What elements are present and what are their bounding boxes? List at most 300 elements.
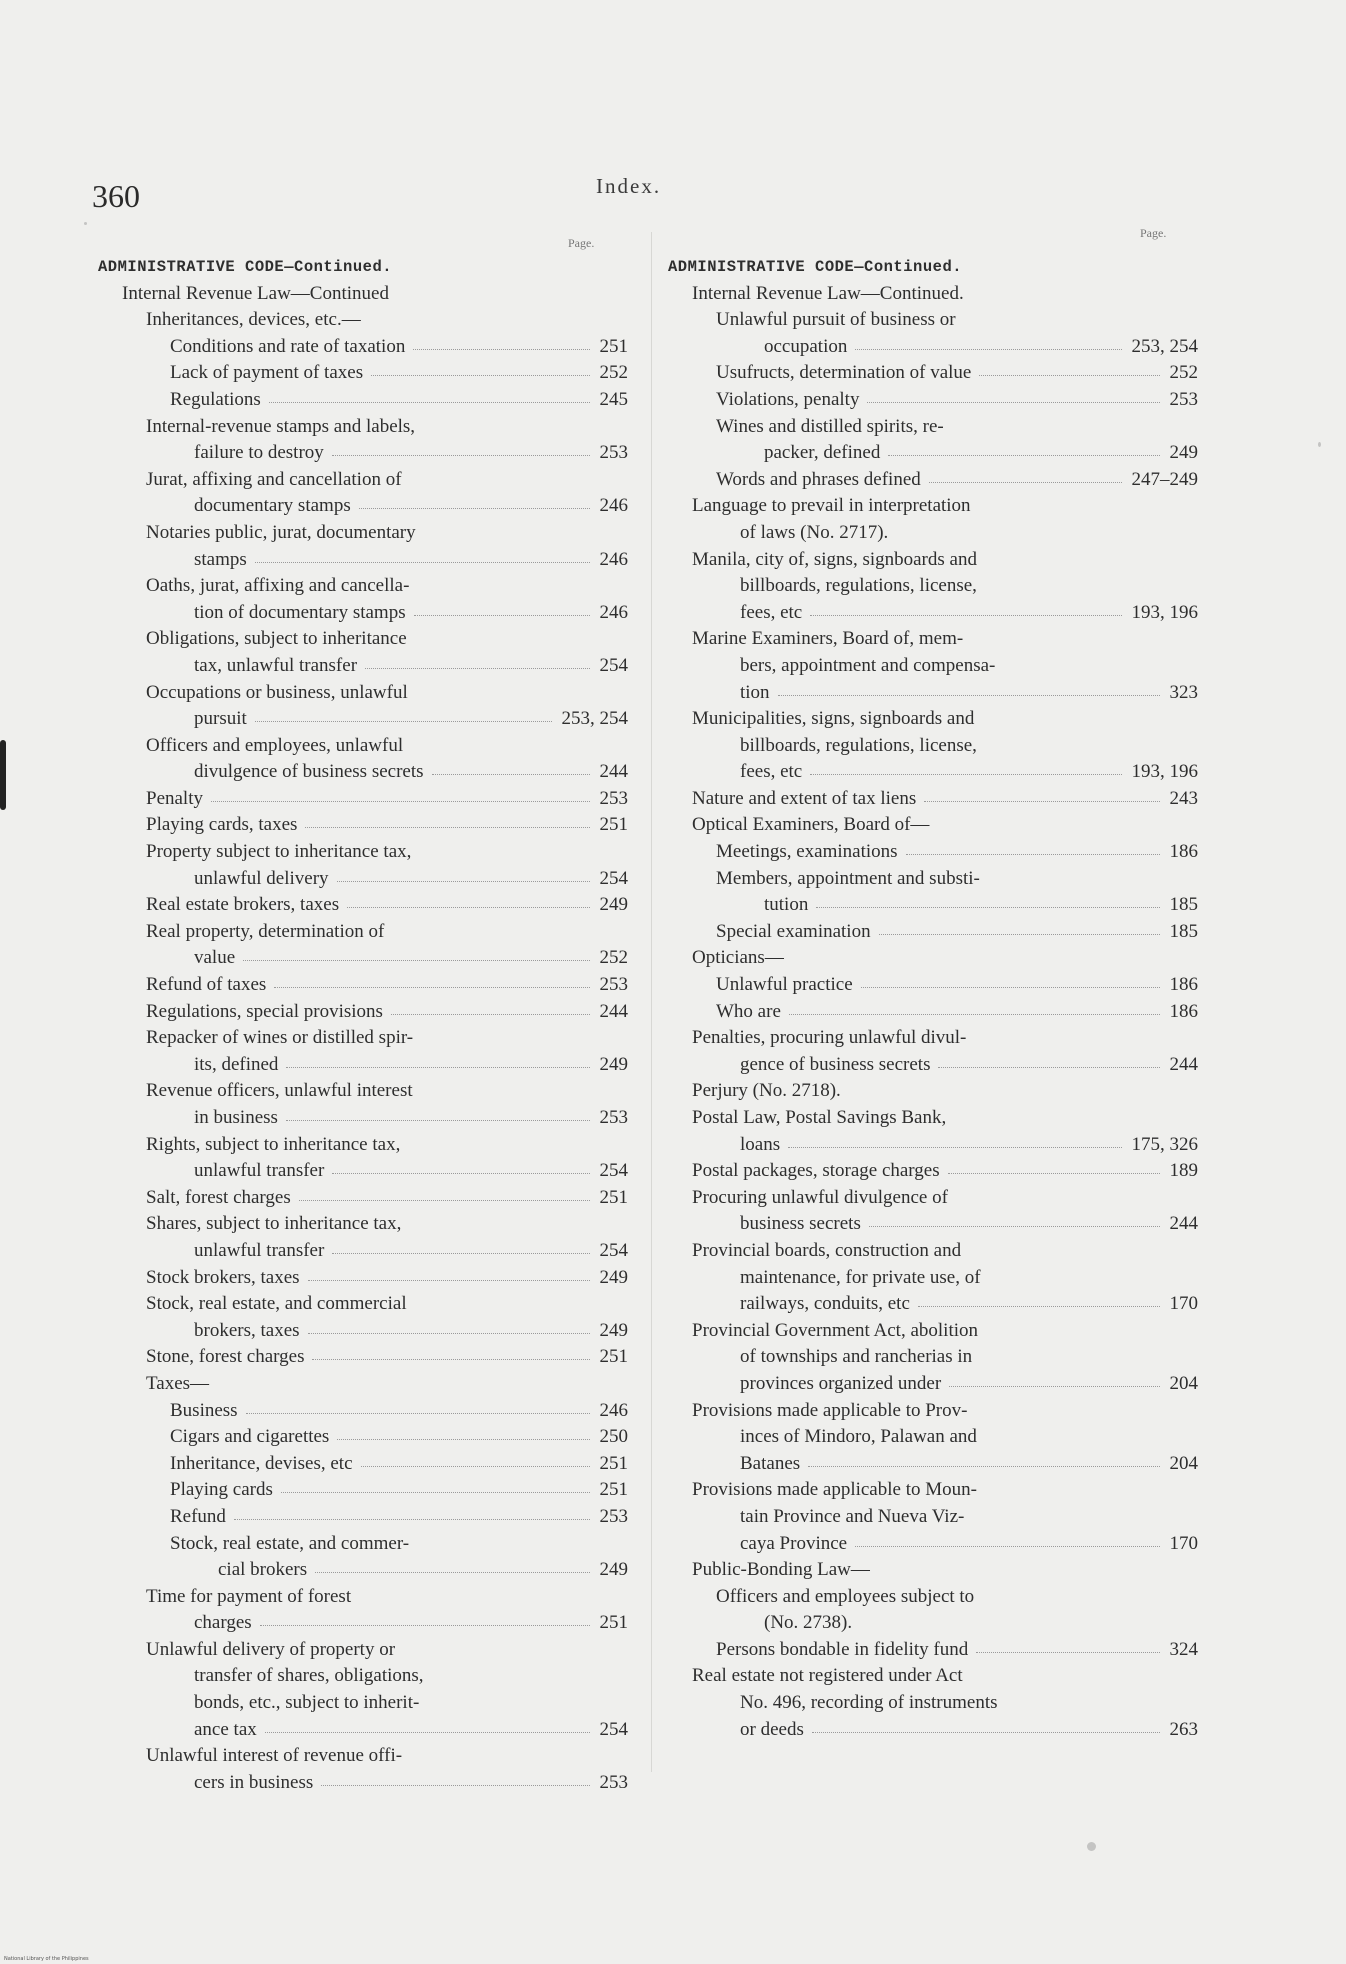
index-entry-page: 249 — [599, 894, 628, 916]
index-entry — [668, 892, 1198, 919]
page-number: 360 — [92, 178, 140, 214]
index-entry — [98, 334, 628, 361]
index-entry-text: Internal Revenue Law—Continued. — [692, 282, 964, 304]
index-entry — [668, 1238, 1198, 1265]
index-entry-text: Jurat, affixing and cancellation of — [146, 468, 402, 490]
index-entry-text: tain Province and Nueva Viz- — [740, 1505, 965, 1527]
index-entry-page: 186 — [1169, 841, 1198, 863]
index-entry-page: 247–249 — [1131, 468, 1198, 490]
index-entry — [668, 626, 1198, 653]
index-entry — [668, 1105, 1198, 1132]
index-entry — [98, 520, 628, 547]
index-entry — [668, 999, 1198, 1026]
index-entry-text: unlawful transfer — [194, 1239, 325, 1261]
index-entry-text: inces of Mindoro, Palawan and — [740, 1426, 977, 1448]
index-entry-page: 246 — [599, 548, 628, 570]
index-entry — [668, 387, 1198, 414]
dot-leader — [234, 1519, 590, 1520]
index-entry-text: Stock, real estate, and commer- — [170, 1532, 410, 1554]
index-entry — [98, 1291, 628, 1318]
index-entry-page: 186 — [1169, 974, 1198, 996]
index-entry — [98, 1398, 628, 1425]
index-entry — [98, 1717, 628, 1744]
index-entry-text: Penalties, procuring unlawful divul- — [692, 1027, 967, 1049]
index-entry — [98, 1238, 628, 1265]
index-entry-text: provinces organized under — [740, 1372, 942, 1394]
index-entry — [668, 812, 1198, 839]
index-entry — [98, 1052, 628, 1079]
index-entry-page: 170 — [1169, 1532, 1198, 1554]
index-entry-text: Provisions made applicable to Moun- — [692, 1479, 977, 1501]
index-entry-text: Manila, city of, signs, signboards and — [692, 548, 977, 570]
index-entry — [668, 1531, 1198, 1558]
index-entry-page: 189 — [1169, 1160, 1198, 1182]
index-entry — [668, 1344, 1198, 1371]
index-entry — [98, 839, 628, 866]
index-entry-text: Municipalities, signs, signboards and — [692, 708, 975, 730]
index-entry — [668, 1398, 1198, 1425]
index-entry-text: railways, conduits, etc — [740, 1293, 910, 1315]
index-entry-page: 251 — [599, 814, 628, 836]
index-entry — [668, 1025, 1198, 1052]
index-entry — [668, 360, 1198, 387]
index-entry-page: 185 — [1169, 894, 1198, 916]
index-entry-page: 324 — [1169, 1638, 1198, 1660]
index-entry-text: Cigars and cigarettes — [170, 1426, 330, 1448]
index-entry — [98, 600, 628, 627]
index-entry-page: 254 — [599, 654, 628, 676]
index-entry-page: 254 — [599, 1718, 628, 1740]
index-entry — [98, 360, 628, 387]
index-entry-text: Lack of payment of taxes — [170, 362, 364, 384]
index-entry-text: Revenue officers, unlawful interest — [146, 1080, 413, 1102]
index-entry — [668, 1637, 1198, 1664]
index-entry-page: 193, 196 — [1131, 601, 1198, 623]
index-entry-text: bonds, etc., subject to inherit- — [194, 1692, 420, 1714]
index-entry-text: Words and phrases defined — [716, 468, 921, 490]
scan-edge-mark — [0, 740, 6, 810]
index-entry-text: ance tax — [194, 1718, 257, 1740]
index-entry — [98, 706, 628, 733]
index-entry-page: 253 — [1169, 388, 1198, 410]
index-entry — [98, 1451, 628, 1478]
index-entry-text: Provisions made applicable to Prov- — [692, 1399, 968, 1421]
index-entry — [98, 919, 628, 946]
index-entry — [98, 307, 628, 334]
index-entry — [98, 1504, 628, 1531]
index-entry-text: Penalty — [146, 787, 203, 809]
index-entry-text: divulgence of business secrets — [194, 761, 424, 783]
index-entry-page: 253 — [599, 1771, 628, 1793]
index-entry — [98, 254, 628, 281]
index-entry-text: Marine Examiners, Board of, mem- — [692, 628, 964, 650]
index-entry-text: caya Province — [740, 1532, 848, 1554]
index-entry-text: Unlawful pursuit of business or — [716, 309, 956, 331]
scan-speck — [1087, 1842, 1096, 1851]
index-entry-text: Language to prevail in interpretation — [692, 495, 971, 517]
index-entry — [98, 493, 628, 520]
index-entry-text: Real estate brokers, taxes — [146, 894, 340, 916]
index-entry-text: value — [194, 947, 236, 969]
index-entry — [98, 1770, 628, 1797]
index-entry-text: Officers and employees subject to — [716, 1585, 975, 1607]
index-entry-page: 253 — [599, 442, 628, 464]
index-entry — [98, 626, 628, 653]
index-entry — [668, 1504, 1198, 1531]
dot-leader — [810, 774, 1122, 775]
index-entry-page: 249 — [599, 1319, 628, 1341]
index-entry — [668, 1185, 1198, 1212]
index-entry — [668, 1690, 1198, 1717]
index-entry-text: packer, defined — [764, 442, 881, 464]
index-entry — [98, 733, 628, 760]
index-entry — [668, 1663, 1198, 1690]
index-entry-page: 253, 254 — [1131, 335, 1198, 357]
index-entry-text: Salt, forest charges — [146, 1186, 291, 1208]
index-entry-text: or deeds — [740, 1718, 804, 1740]
index-entry — [668, 281, 1198, 308]
index-entry-text: documentary stamps — [194, 495, 351, 517]
index-entry — [668, 1610, 1198, 1637]
index-entry — [98, 1690, 628, 1717]
index-entry-text: Members, appointment and substi- — [716, 867, 980, 889]
index-entry-text: Refund — [170, 1505, 226, 1527]
index-entry — [668, 680, 1198, 707]
index-entry-text: unlawful transfer — [194, 1160, 325, 1182]
index-entry — [98, 1477, 628, 1504]
index-entry-page: 185 — [1169, 920, 1198, 942]
index-entry-text: Stone, forest charges — [146, 1346, 305, 1368]
index-entry-page: 252 — [1169, 362, 1198, 384]
index-entry — [668, 573, 1198, 600]
index-entry-text: Stock, real estate, and commercial — [146, 1293, 407, 1315]
index-entry — [668, 1291, 1198, 1318]
index-entry-text: Real estate not registered under Act — [692, 1665, 963, 1687]
index-entry-page: 244 — [599, 761, 628, 783]
index-entry — [668, 1717, 1198, 1744]
index-entry — [668, 600, 1198, 627]
index-entry-text: No. 496, recording of instruments — [740, 1692, 998, 1714]
index-entry-page: 254 — [599, 1160, 628, 1182]
index-entry-text: Regulations, special provisions — [146, 1000, 383, 1022]
index-entry — [98, 680, 628, 707]
dot-leader — [810, 615, 1122, 616]
dot-leader — [788, 1147, 1122, 1148]
index-entry-text: Opticians— — [692, 947, 784, 969]
index-entry — [98, 1318, 628, 1345]
index-entry-text: brokers, taxes — [194, 1319, 300, 1341]
index-entry — [668, 1318, 1198, 1345]
index-entry-text: Occupations or business, unlawful — [146, 681, 408, 703]
index-entry-page: 250 — [599, 1426, 628, 1448]
index-entry — [668, 759, 1198, 786]
index-entry-text: Meetings, examinations — [716, 841, 898, 863]
dot-leader — [211, 801, 590, 802]
index-entry-page: 253 — [599, 787, 628, 809]
index-entry-text: Inheritances, devices, etc.— — [146, 309, 361, 331]
index-entry-text: cers in business — [194, 1771, 314, 1793]
index-entry-text: Property subject to inheritance tax, — [146, 841, 412, 863]
index-entry-page: 249 — [599, 1053, 628, 1075]
index-entry-page: 251 — [599, 335, 628, 357]
index-entry-text: Refund of taxes — [146, 974, 267, 996]
index-entry-text: Playing cards — [170, 1479, 273, 1501]
index-entry — [98, 547, 628, 574]
index-entry-text: fees, etc — [740, 761, 803, 783]
index-entry — [98, 1025, 628, 1052]
index-entry-text: Regulations — [170, 388, 261, 410]
index-entry-page: 251 — [599, 1612, 628, 1634]
index-entry-page: 244 — [599, 1000, 628, 1022]
index-entry-text: Playing cards, taxes — [146, 814, 298, 836]
index-entry-text: Shares, subject to inheritance tax, — [146, 1213, 402, 1235]
index-entry-text: Optical Examiners, Board of— — [692, 814, 930, 836]
index-entry-text: Perjury (No. 2718). — [692, 1080, 841, 1102]
index-entry — [668, 414, 1198, 441]
index-entry — [668, 786, 1198, 813]
index-entry-text: charges — [194, 1612, 252, 1634]
index-entry-page: 323 — [1169, 681, 1198, 703]
index-entry-text: Batanes — [740, 1452, 801, 1474]
index-entry — [668, 1584, 1198, 1611]
index-entry-text: Taxes— — [146, 1372, 210, 1394]
scan-speck — [84, 222, 87, 225]
index-entry-text: Real property, determination of — [146, 920, 385, 942]
index-entry-text: unlawful delivery — [194, 867, 329, 889]
index-entry — [98, 1105, 628, 1132]
index-entry — [98, 440, 628, 467]
index-entry-text: Time for payment of forest — [146, 1585, 352, 1607]
index-entry-page: 254 — [599, 1239, 628, 1261]
index-entry-text: Nature and extent of tax liens — [692, 787, 917, 809]
index-entry — [98, 1158, 628, 1185]
index-entry — [98, 1424, 628, 1451]
index-entry — [98, 1344, 628, 1371]
index-entry-page: 186 — [1169, 1000, 1198, 1022]
dot-leader — [255, 721, 552, 722]
index-entry — [98, 1371, 628, 1398]
index-column-right — [668, 254, 1198, 1743]
index-entry — [98, 1743, 628, 1770]
index-entry — [98, 892, 628, 919]
index-entry-page: 251 — [599, 1346, 628, 1368]
index-entry-page: 193, 196 — [1131, 761, 1198, 783]
index-entry-page: 253, 254 — [561, 708, 628, 730]
index-entry-text: Oaths, jurat, affixing and cancella- — [146, 575, 410, 597]
index-entry-page: 252 — [599, 362, 628, 384]
index-entry — [98, 1078, 628, 1105]
index-entry — [98, 1132, 628, 1159]
index-entry — [98, 812, 628, 839]
index-entry — [98, 759, 628, 786]
index-entry-text: its, defined — [194, 1053, 279, 1075]
scan-speck — [1318, 442, 1321, 447]
index-entry — [98, 387, 628, 414]
index-entry-text: Internal-revenue stamps and labels, — [146, 415, 416, 437]
index-entry-text: bers, appointment and compensa- — [740, 654, 996, 676]
index-entry-page: 245 — [599, 388, 628, 410]
index-entry-page: 244 — [1169, 1053, 1198, 1075]
index-entry — [668, 706, 1198, 733]
index-entry — [668, 1265, 1198, 1292]
index-entry-text: Provincial boards, construction and — [692, 1239, 962, 1261]
index-entry-page: 249 — [599, 1559, 628, 1581]
index-entry — [98, 467, 628, 494]
index-entry — [668, 520, 1198, 547]
index-entry — [98, 1637, 628, 1664]
index-entry — [668, 334, 1198, 361]
index-entry-text: Postal Law, Postal Savings Bank, — [692, 1107, 947, 1128]
index-entry-text: in business — [194, 1107, 278, 1128]
index-entry-text: Internal Revenue Law—Continued — [122, 282, 389, 304]
index-entry-page: 246 — [599, 1399, 628, 1421]
index-entry-page: 252 — [599, 947, 628, 969]
index-entry-text: Obligations, subject to inheritance — [146, 628, 407, 650]
index-entry — [668, 440, 1198, 467]
index-entry — [668, 1211, 1198, 1238]
index-entry — [98, 1584, 628, 1611]
index-entry-page: 253 — [599, 1107, 628, 1128]
index-entry-page: 253 — [599, 974, 628, 996]
index-entry-text: loans — [740, 1133, 781, 1155]
index-entry — [98, 866, 628, 893]
index-entry — [668, 1451, 1198, 1478]
index-entry — [98, 1531, 628, 1558]
index-entry — [668, 1078, 1198, 1105]
column-divider — [651, 232, 652, 1772]
index-entry-text: cial brokers — [218, 1559, 308, 1581]
index-entry-page: 249 — [599, 1266, 628, 1288]
index-entry-text: Unlawful practice — [716, 974, 853, 996]
index-entry — [98, 653, 628, 680]
index-entry-text: business secrets — [740, 1213, 861, 1235]
index-entry — [668, 1424, 1198, 1451]
index-entry-text: of laws (No. 2717). — [740, 521, 889, 543]
index-entry-text: maintenance, for private use, of — [740, 1266, 981, 1288]
index-entry — [98, 945, 628, 972]
index-entry-text: gence of business secrets — [740, 1053, 931, 1075]
index-entry-page: 246 — [599, 601, 628, 623]
index-entry-text: tution — [764, 894, 809, 916]
index-entry-page: 249 — [1169, 442, 1198, 464]
index-entry — [668, 653, 1198, 680]
index-entry — [668, 307, 1198, 334]
index-entry-text: Notaries public, jurat, documentary — [146, 521, 416, 543]
index-entry — [98, 1610, 628, 1637]
index-entry-text: fees, etc — [740, 601, 803, 623]
index-entry-text: ADMINISTRATIVE CODE—Continued. — [668, 258, 963, 276]
index-entry — [668, 1132, 1198, 1159]
running-head: Index. — [596, 174, 662, 198]
index-entry-page: 253 — [599, 1505, 628, 1527]
index-entry-text: (No. 2738). — [764, 1612, 853, 1634]
index-entry-page: 204 — [1169, 1452, 1198, 1474]
index-column-left — [98, 254, 628, 1796]
page-column-label-left: Page. — [568, 236, 595, 250]
index-entry — [668, 972, 1198, 999]
index-entry — [98, 573, 628, 600]
index-entry — [668, 1557, 1198, 1584]
index-entry-text: Violations, penalty — [716, 388, 860, 410]
index-entry — [668, 839, 1198, 866]
index-entry — [668, 1371, 1198, 1398]
index-entry — [668, 1477, 1198, 1504]
index-entry-text: Unlawful interest of revenue offi- — [146, 1745, 403, 1767]
index-entry — [98, 972, 628, 999]
index-entry-text: Repacker of wines or distilled spir- — [146, 1027, 414, 1049]
index-entry-text: billboards, regulations, license, — [740, 734, 977, 756]
index-entry-text: ADMINISTRATIVE CODE—Continued. — [98, 258, 393, 276]
index-entry-page: 251 — [599, 1186, 628, 1208]
index-entry-page: 243 — [1169, 787, 1198, 809]
index-entry-text: Wines and distilled spirits, re- — [716, 415, 944, 437]
footer-note: National Library of the Philippines — [4, 1956, 89, 1962]
index-entry-text: Business — [170, 1399, 238, 1421]
index-entry-text: transfer of shares, obligations, — [194, 1665, 424, 1687]
index-entry-page: 204 — [1169, 1372, 1198, 1394]
index-entry-text: Provincial Government Act, abolition — [692, 1319, 979, 1341]
index-entry-text: Who are — [716, 1000, 781, 1022]
index-entry — [98, 786, 628, 813]
index-entry — [98, 1211, 628, 1238]
index-entry-page: 170 — [1169, 1293, 1198, 1315]
index-entry-text: occupation — [764, 335, 848, 357]
index-entry-page: 244 — [1169, 1213, 1198, 1235]
index-entry — [98, 414, 628, 441]
index-entry-text: Unlawful delivery of property or — [146, 1638, 396, 1660]
index-entry-text: Conditions and rate of taxation — [170, 335, 406, 357]
index-entry-text: Postal packages, storage charges — [692, 1160, 940, 1182]
index-entry — [98, 1265, 628, 1292]
page-column-label-right: Page. — [1140, 226, 1167, 240]
index-entry — [668, 254, 1198, 281]
index-entry — [98, 999, 628, 1026]
index-entry-text: tion — [740, 681, 770, 703]
index-entry-page: 175, 326 — [1131, 1133, 1198, 1155]
index-entry-text: failure to destroy — [194, 442, 324, 464]
index-entry — [668, 547, 1198, 574]
index-entry — [668, 866, 1198, 893]
index-entry-text: billboards, regulations, license, — [740, 575, 977, 597]
index-entry-text: tion of documentary stamps — [194, 601, 406, 623]
index-entry — [668, 467, 1198, 494]
index-entry — [668, 1052, 1198, 1079]
index-entry — [668, 1158, 1198, 1185]
index-entry-text: Officers and employees, unlawful — [146, 734, 404, 756]
index-entry-page: 246 — [599, 495, 628, 517]
index-entry-text: stamps — [194, 548, 247, 570]
index-entry-page: 251 — [599, 1479, 628, 1501]
index-entry — [98, 1185, 628, 1212]
index-entry — [98, 1663, 628, 1690]
index-entry-text: of townships and rancherias in — [740, 1346, 973, 1368]
dot-leader — [855, 349, 1122, 350]
index-entry-text: Usufructs, determination of value — [716, 362, 972, 384]
index-entry-text: Procuring unlawful divulgence of — [692, 1186, 948, 1208]
index-entry — [668, 493, 1198, 520]
index-entry-page: 251 — [599, 1452, 628, 1474]
index-entry-text: Persons bondable in fidelity fund — [716, 1638, 969, 1660]
index-entry — [98, 1557, 628, 1584]
index-entry-page: 254 — [599, 867, 628, 889]
index-entry-text: pursuit — [194, 708, 247, 730]
index-entry-text: Inheritance, devises, etc — [170, 1452, 353, 1474]
index-entry — [668, 733, 1198, 760]
index-entry-text: tax, unlawful transfer — [194, 654, 358, 676]
index-entry-text: Stock brokers, taxes — [146, 1266, 300, 1288]
index-entry — [98, 281, 628, 308]
index-entry — [668, 945, 1198, 972]
